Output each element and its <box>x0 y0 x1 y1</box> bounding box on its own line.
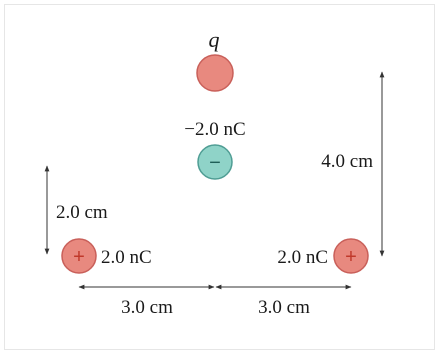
left-vertical-dimension-label: 2.0 cm <box>56 202 108 223</box>
minus-sign-icon: − <box>209 152 221 174</box>
plus-sign-icon: + <box>345 246 357 268</box>
left-charge-label: 2.0 nC <box>101 247 152 268</box>
bottom-right-dimension-label: 3.0 cm <box>258 297 310 318</box>
right-vertical-dimension-label: 4.0 cm <box>321 151 373 172</box>
charge-q <box>197 55 233 91</box>
right-charge-label: 2.0 nC <box>277 247 328 268</box>
plus-sign-icon: + <box>73 246 85 268</box>
center-charge-label: −2.0 nC <box>184 119 246 140</box>
charge-q-label: q <box>208 27 220 52</box>
bottom-left-dimension-label: 3.0 cm <box>121 297 173 318</box>
